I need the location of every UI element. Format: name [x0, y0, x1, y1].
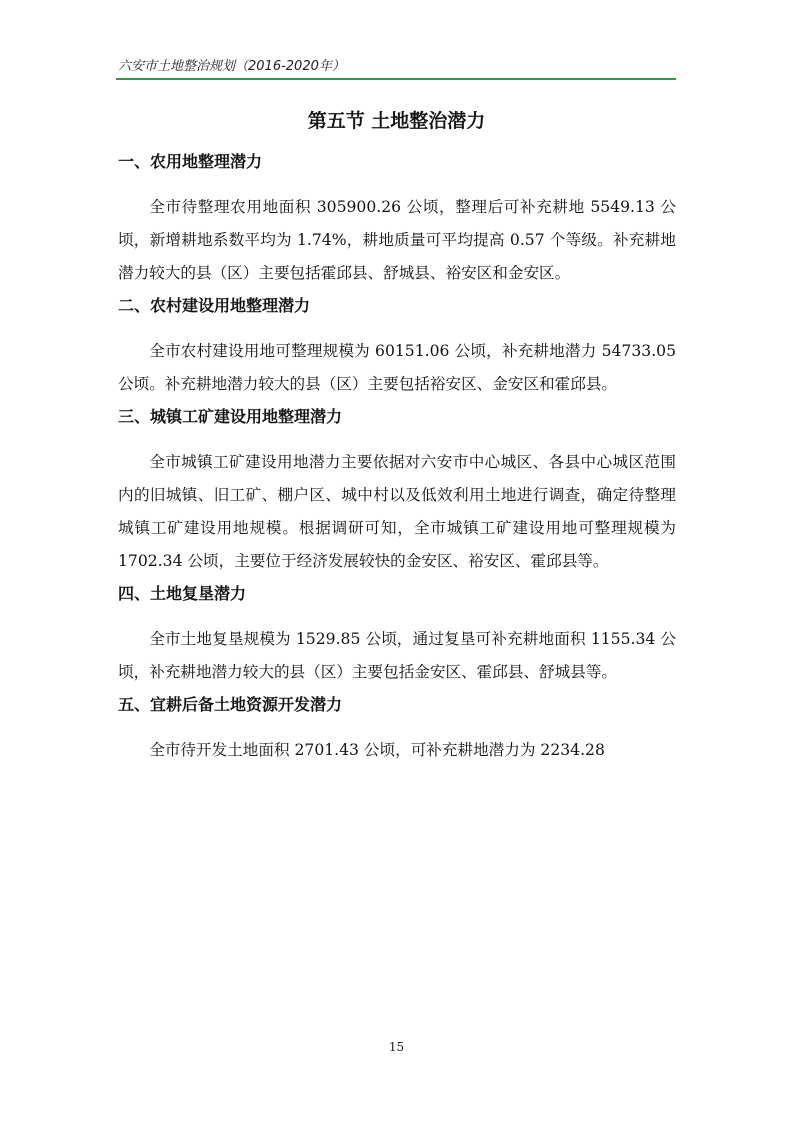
section-heading: 五、宜耕后备土地资源开发潜力	[118, 695, 343, 714]
running-header: 六安市土地整治规划（2016-2020年）	[118, 59, 345, 74]
section-paragraph: 全市待开发土地面积 2701.43 公顷，可补充耕地潜力为 2234.28	[149, 741, 605, 759]
section-title: 第五节 土地整治潜力	[307, 110, 486, 132]
section-4	[118, 582, 676, 689]
page-number: 15	[388, 1040, 405, 1054]
section-heading: 三、城镇工矿建设用地整理潜力	[118, 407, 343, 426]
section-5	[118, 693, 676, 767]
section-3	[118, 405, 676, 578]
section-paragraph: 全市农村建设用地可整理规模为 60151.06 公顷，补充耕地潜力 54733.05 公顷。补充耕地潜力较大的县（区）主要包括裕安区、金安区和霍邱县。	[118, 342, 676, 393]
section-paragraph: 全市待整理农用地面积 305900.26 公顷，整理后可补充耕地 5549.13 公顷，新增耕地系数平均为 1.74%，耕地质量可平均提高 0.57 个等级。补充耕地潜力较大的县（区）主要包括霍邱县、舒城县、裕安区和金安区。	[118, 198, 676, 282]
section-heading: 一、农用地整理潜力	[118, 152, 263, 171]
section-2	[118, 294, 676, 401]
document-body	[118, 150, 676, 771]
header-rule	[116, 78, 676, 80]
section-paragraph: 全市城镇工矿建设用地潜力主要依据对六安市中心城区、各县中心城区范围内的旧城镇、旧工矿、棚户区、城中村以及低效利用土地进行调查，确定待整理城镇工矿建设用地规模。根据调研可知，全市城镇工矿建设用地可整理规模为 1702.34 公顷，主要位于经济发展较快的金安区、裕安区、霍邱县等。	[118, 453, 676, 570]
section-heading: 四、土地复垦潜力	[118, 584, 247, 603]
section-1	[118, 150, 676, 290]
section-paragraph: 全市土地复垦规模为 1529.85 公顷，通过复垦可补充耕地面积 1155.34 公顷，补充耕地潜力较大的县（区）主要包括金安区、霍邱县、舒城县等。	[118, 630, 676, 681]
section-heading: 二、农村建设用地整理潜力	[118, 296, 311, 315]
